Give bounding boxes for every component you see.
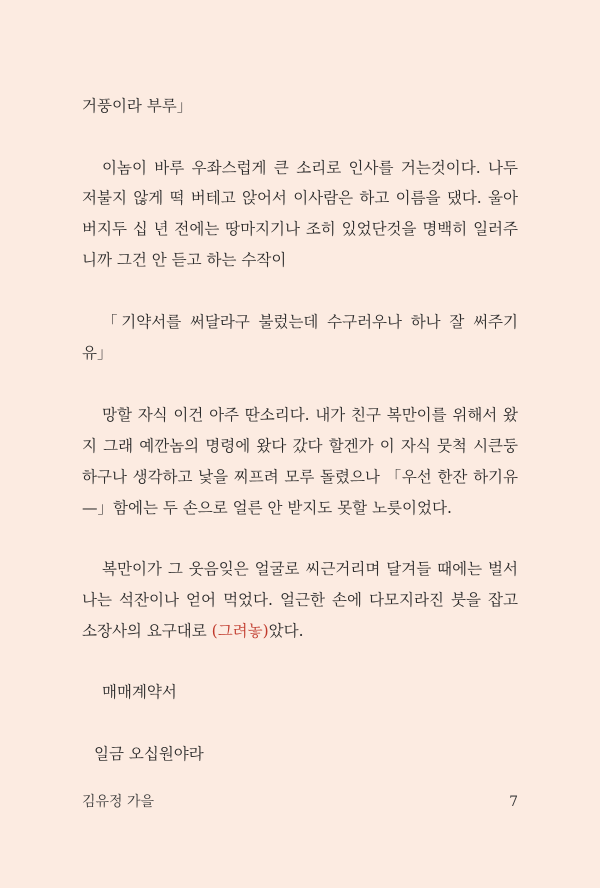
text-line: 하구나 생각하고 낯을 찌프려 모루 돌렸으나 「우선 한잔 하기유 xyxy=(82,468,518,486)
text-line: 버지두 십 년 전에는 땅마지기나 조히 있었단것을 명백히 일러주 xyxy=(82,220,518,238)
text-line: 거풍이라 부루」 xyxy=(82,97,193,115)
text-span: 았다. xyxy=(268,622,304,640)
text-line: —」함에는 두 손으로 얼른 안 받지도 못할 노릇이었다. xyxy=(82,499,452,517)
text-line: 복만이가 그 웃음잊은 얼굴로 씨근거리며 달겨들 때에는 벌서 xyxy=(102,560,518,578)
text-line: 「기약서를 써달라구 불렀는데 수구러우나 하나 잘 써주기 xyxy=(102,313,518,331)
text-line xyxy=(82,619,518,643)
text-line: 지 그래 예깐놈의 명령에 왔다 갔다 할겐가 이 자식 뭇척 시큰둥 xyxy=(82,437,518,455)
text-line: 매매계약서 xyxy=(102,683,177,701)
text-line: 망할 자식 이건 아주 딴소리다. 내가 친구 복만이를 위해서 왔 xyxy=(102,406,518,424)
footer-title: 김유정 가을 xyxy=(82,794,155,810)
text-line: 니까 그건 안 듣고 하는 수작이 xyxy=(82,251,287,269)
highlighted-text: (그려놓) xyxy=(211,622,269,640)
page-number: 7 xyxy=(509,794,518,810)
text-line: 유」 xyxy=(82,344,113,362)
text-line: 저불지 않게 떡 버테고 앉어서 이사람은 하고 이름을 댔다. 울아 xyxy=(82,189,518,207)
text-line: 이놈이 바루 우좌스럽게 큰 소리로 인사를 거는것이다. 나두 xyxy=(102,159,518,177)
text-line: 나는 석잔이나 얻어 먹었다. 얼근한 손에 다모지라진 붓을 잡고 xyxy=(82,591,518,609)
text-span: 소장사의 요구대로 xyxy=(82,622,212,640)
text-line: 일금 오십원야라 xyxy=(94,745,204,763)
